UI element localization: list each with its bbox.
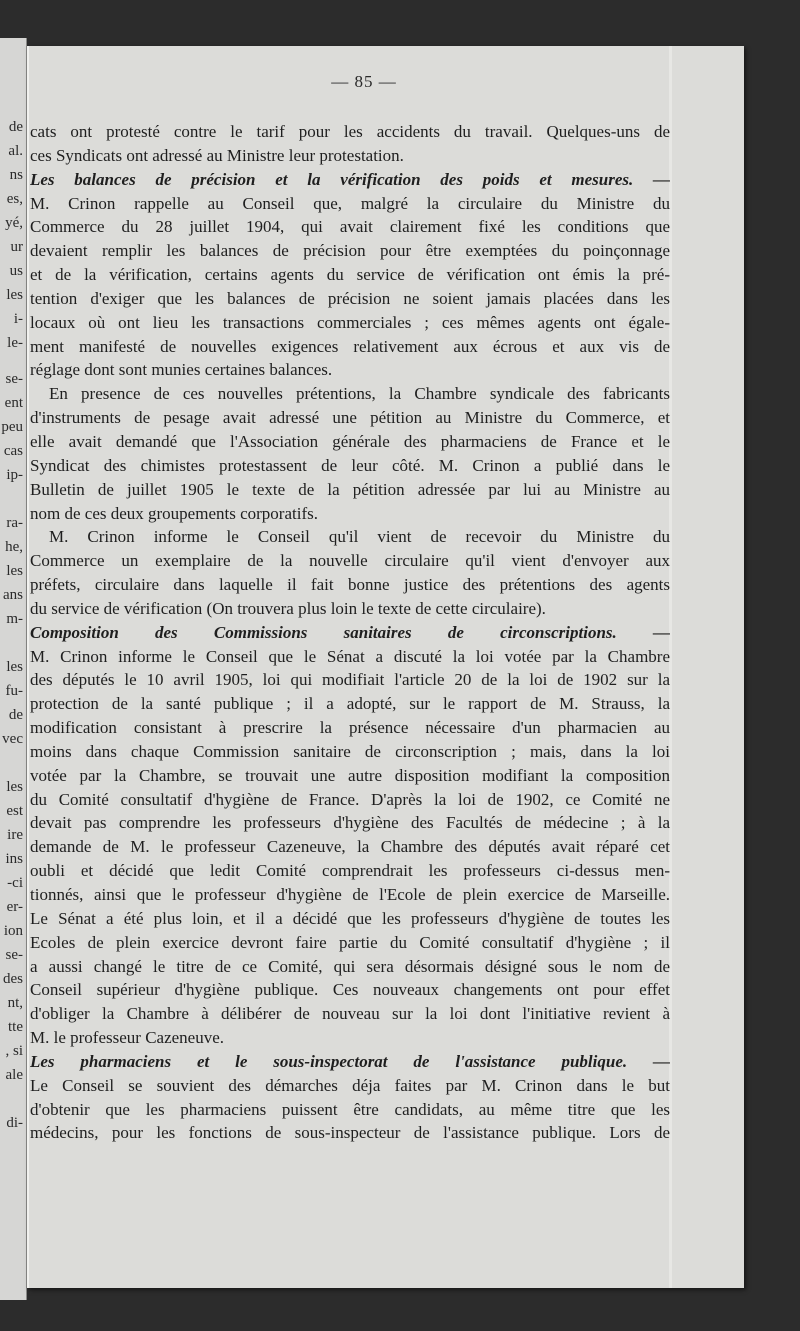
section-heading: Les pharmaciens et le sous-inspectorat de l'assistance publique. —: [30, 1051, 670, 1071]
text-line: Commerce du 28 juillet 1904, qui avait clairement fixé les conditions que: [30, 217, 670, 237]
text-line: et de la vérification, certains agents du service de vérification ont émis la pré-: [30, 265, 670, 285]
document-page: [27, 46, 744, 1288]
text-line: locaux où ont lieu les transactions commerciales ; ces mêmes agents ont égale-: [30, 312, 670, 332]
text-line: nom de ces deux groupements corporatifs.: [30, 503, 318, 523]
previous-page-fragment: , si: [5, 1043, 23, 1059]
previous-page-fragment: peu: [1, 419, 23, 435]
previous-page-fragment: ent: [4, 395, 23, 411]
text-line: M. Crinon rappelle au Conseil que, malgré la circulaire du Ministre du: [30, 193, 670, 213]
text-line: cats ont protesté contre le tarif pour les accidents du travail. Quelques-uns de: [30, 122, 670, 141]
text-line: tionnés, ainsi que le professeur d'hygiène de l'Ecole de plein exercice de Marseille.: [30, 885, 670, 904]
previous-page-fragment: les: [6, 563, 23, 579]
previous-page-fragment: se-: [5, 947, 23, 963]
text-line: votée par la Chambre, se trouvait une autre disposition modifiant la composition: [30, 765, 670, 785]
text-line: a aussi changé le titre de ce Comité, qui sera désormais désigné sous le nom de: [30, 956, 670, 976]
text-line: tention d'exiger que les balances de précision ne soient jamais placées dans les: [30, 288, 670, 308]
previous-page-fragment: ns: [9, 167, 23, 183]
text-line: M. Crinon informe le Conseil que le Sénat a discuté la loi votée par la Chambre: [30, 646, 670, 666]
body-text: [30, 120, 670, 1145]
previous-page-fragment: cas: [3, 443, 23, 459]
text-line: d'instruments de pesage avait adressé une pétition au Ministre du Commerce, et: [30, 408, 670, 428]
previous-page-fragment: ale: [5, 1067, 23, 1083]
text-line: elle avait demandé que l'Association générale des pharmaciens de France et le: [30, 431, 670, 451]
text-line: préfets, circulaire dans laquelle il fait bonne justice des prétentions des agents: [30, 575, 670, 595]
text-line: demande de M. le professeur Cazeneuve, la Chambre des députés avait réparé cet: [30, 837, 670, 857]
previous-page-fragment: us: [9, 263, 23, 279]
previous-page-fragment: se-: [5, 371, 23, 387]
text-line: M. le professeur Cazeneuve.: [30, 1028, 225, 1048]
previous-page-fragment: ra-: [6, 515, 23, 531]
previous-page-fragment: ip-: [6, 467, 23, 483]
previous-page-fragment: nt,: [7, 995, 23, 1011]
previous-page-fragment: des: [3, 971, 23, 987]
previous-page-fragment: tte: [8, 1019, 23, 1035]
text-line: devaient remplir les balances de précision pour être exemptées du poinçonnage: [30, 241, 670, 261]
section-heading: Composition des Commissions sanitaires de circonscriptions. —: [30, 622, 670, 642]
text-line: médecins, pour les fonctions de sous-inspecteur de l'assistance publique. Lors de: [30, 1123, 670, 1143]
previous-page-fragment: al.: [8, 143, 23, 159]
text-line: du service de vérification (On trouvera plus loin le texte de cette circulaire).: [30, 598, 546, 618]
previous-page-fragment: ans: [3, 587, 23, 603]
text-line: oubli et décidé que ledit Comité comprendrait les professeurs ci-dessus men-: [30, 861, 670, 881]
previous-page-fragment: les: [6, 287, 23, 303]
previous-page-fragment: i-: [13, 311, 23, 327]
previous-page-fragment: vec: [2, 731, 23, 747]
text-line: d'obliger la Chambre à délibérer de nouveau sur la loi dont l'initiative revient à: [30, 1004, 670, 1024]
previous-page-fragment: ion: [3, 923, 23, 939]
text-line: modification consistant à prescrire la présence nécessaire d'un pharmacien au: [30, 718, 670, 738]
previous-page-fragment: he,: [5, 539, 23, 555]
previous-page-fragment: fu-: [5, 683, 23, 699]
previous-page-fragment: es,: [6, 191, 23, 207]
section-heading: Les balances de précision et la vérification des poids et mesures. —: [30, 169, 670, 189]
text-line: Conseil supérieur d'hygiène publique. Ces nouveaux changements ont pour effet: [30, 980, 670, 1000]
text-line: Syndicat des chimistes protestassent de leur côté. M. Crinon a publié dans le: [30, 455, 670, 475]
text-line: réglage dont sont munies certaines balances.: [30, 360, 333, 380]
previous-page-fragment: le-: [7, 335, 23, 351]
page-number: — 85 —: [331, 72, 397, 91]
text-line: d'obtenir que les pharmaciens puissent être candidats, au même titre que les: [30, 1099, 670, 1119]
text-line: M. Crinon informe le Conseil qu'il vient de recevoir du Ministre du: [49, 527, 670, 547]
text-line: En presence de ces nouvelles prétentions, la Chambre syndicale des fabricants: [49, 384, 670, 404]
text-line: Bulletin de juillet 1905 le texte de la pétition adressée par lui au Ministre au: [30, 479, 670, 499]
text-line: devait pas comprendre les professeurs d'hygiène des Facultés de médecine ; à la: [30, 813, 670, 833]
text-line: ment manifesté de nouvelles exigences relativement aux écrous et aux vis de: [30, 336, 670, 356]
text-line: Le Sénat a été plus loin, et il a décidé que les professeurs d'hygiène de toutes les: [30, 908, 670, 928]
text-line: Ecoles de plein exercice devront faire partie du Comité consultatif d'hygiène ; il: [30, 932, 670, 952]
previous-page-fragment: -ci: [7, 875, 23, 891]
previous-page-fragment: de: [8, 707, 23, 723]
text-line: protection de la santé publique ; il a adopté, sur le rapport de M. Strauss, la: [30, 694, 670, 714]
previous-page-fragment: les: [6, 779, 23, 795]
previous-page-fragment: les: [6, 659, 23, 675]
text-line: Commerce un exemplaire de la nouvelle circulaire qu'il vient d'envoyer aux: [30, 551, 670, 571]
previous-page-fragment: ire: [7, 827, 23, 843]
previous-page-edge: [0, 38, 27, 1300]
previous-page-fragment: yé,: [5, 215, 23, 231]
previous-page-fragment: ur: [10, 239, 23, 255]
previous-page-fragment: ins: [5, 851, 23, 867]
text-line: ces Syndicats ont adressé au Ministre leur protestation.: [30, 145, 404, 165]
previous-page-fragment: m-: [6, 611, 23, 627]
previous-page-fragment: de: [8, 119, 23, 135]
previous-page-fragment: er-: [6, 899, 23, 915]
text-line: des députés le 10 avril 1905, loi qui modifiait l'article 20 de la loi de 1902 sur la: [30, 670, 670, 690]
text-line: Le Conseil se souvient des démarches déja faites par M. Crinon dans le but: [30, 1075, 670, 1095]
text-line: du Comité consultatif d'hygiène de France. D'après la loi de 1902, ce Comité ne: [30, 789, 670, 809]
previous-page-fragment: est: [6, 803, 23, 819]
previous-page-fragment: di-: [6, 1115, 23, 1131]
text-line: moins dans chaque Commission sanitaire de circonscription ; mais, dans la loi: [30, 741, 670, 761]
